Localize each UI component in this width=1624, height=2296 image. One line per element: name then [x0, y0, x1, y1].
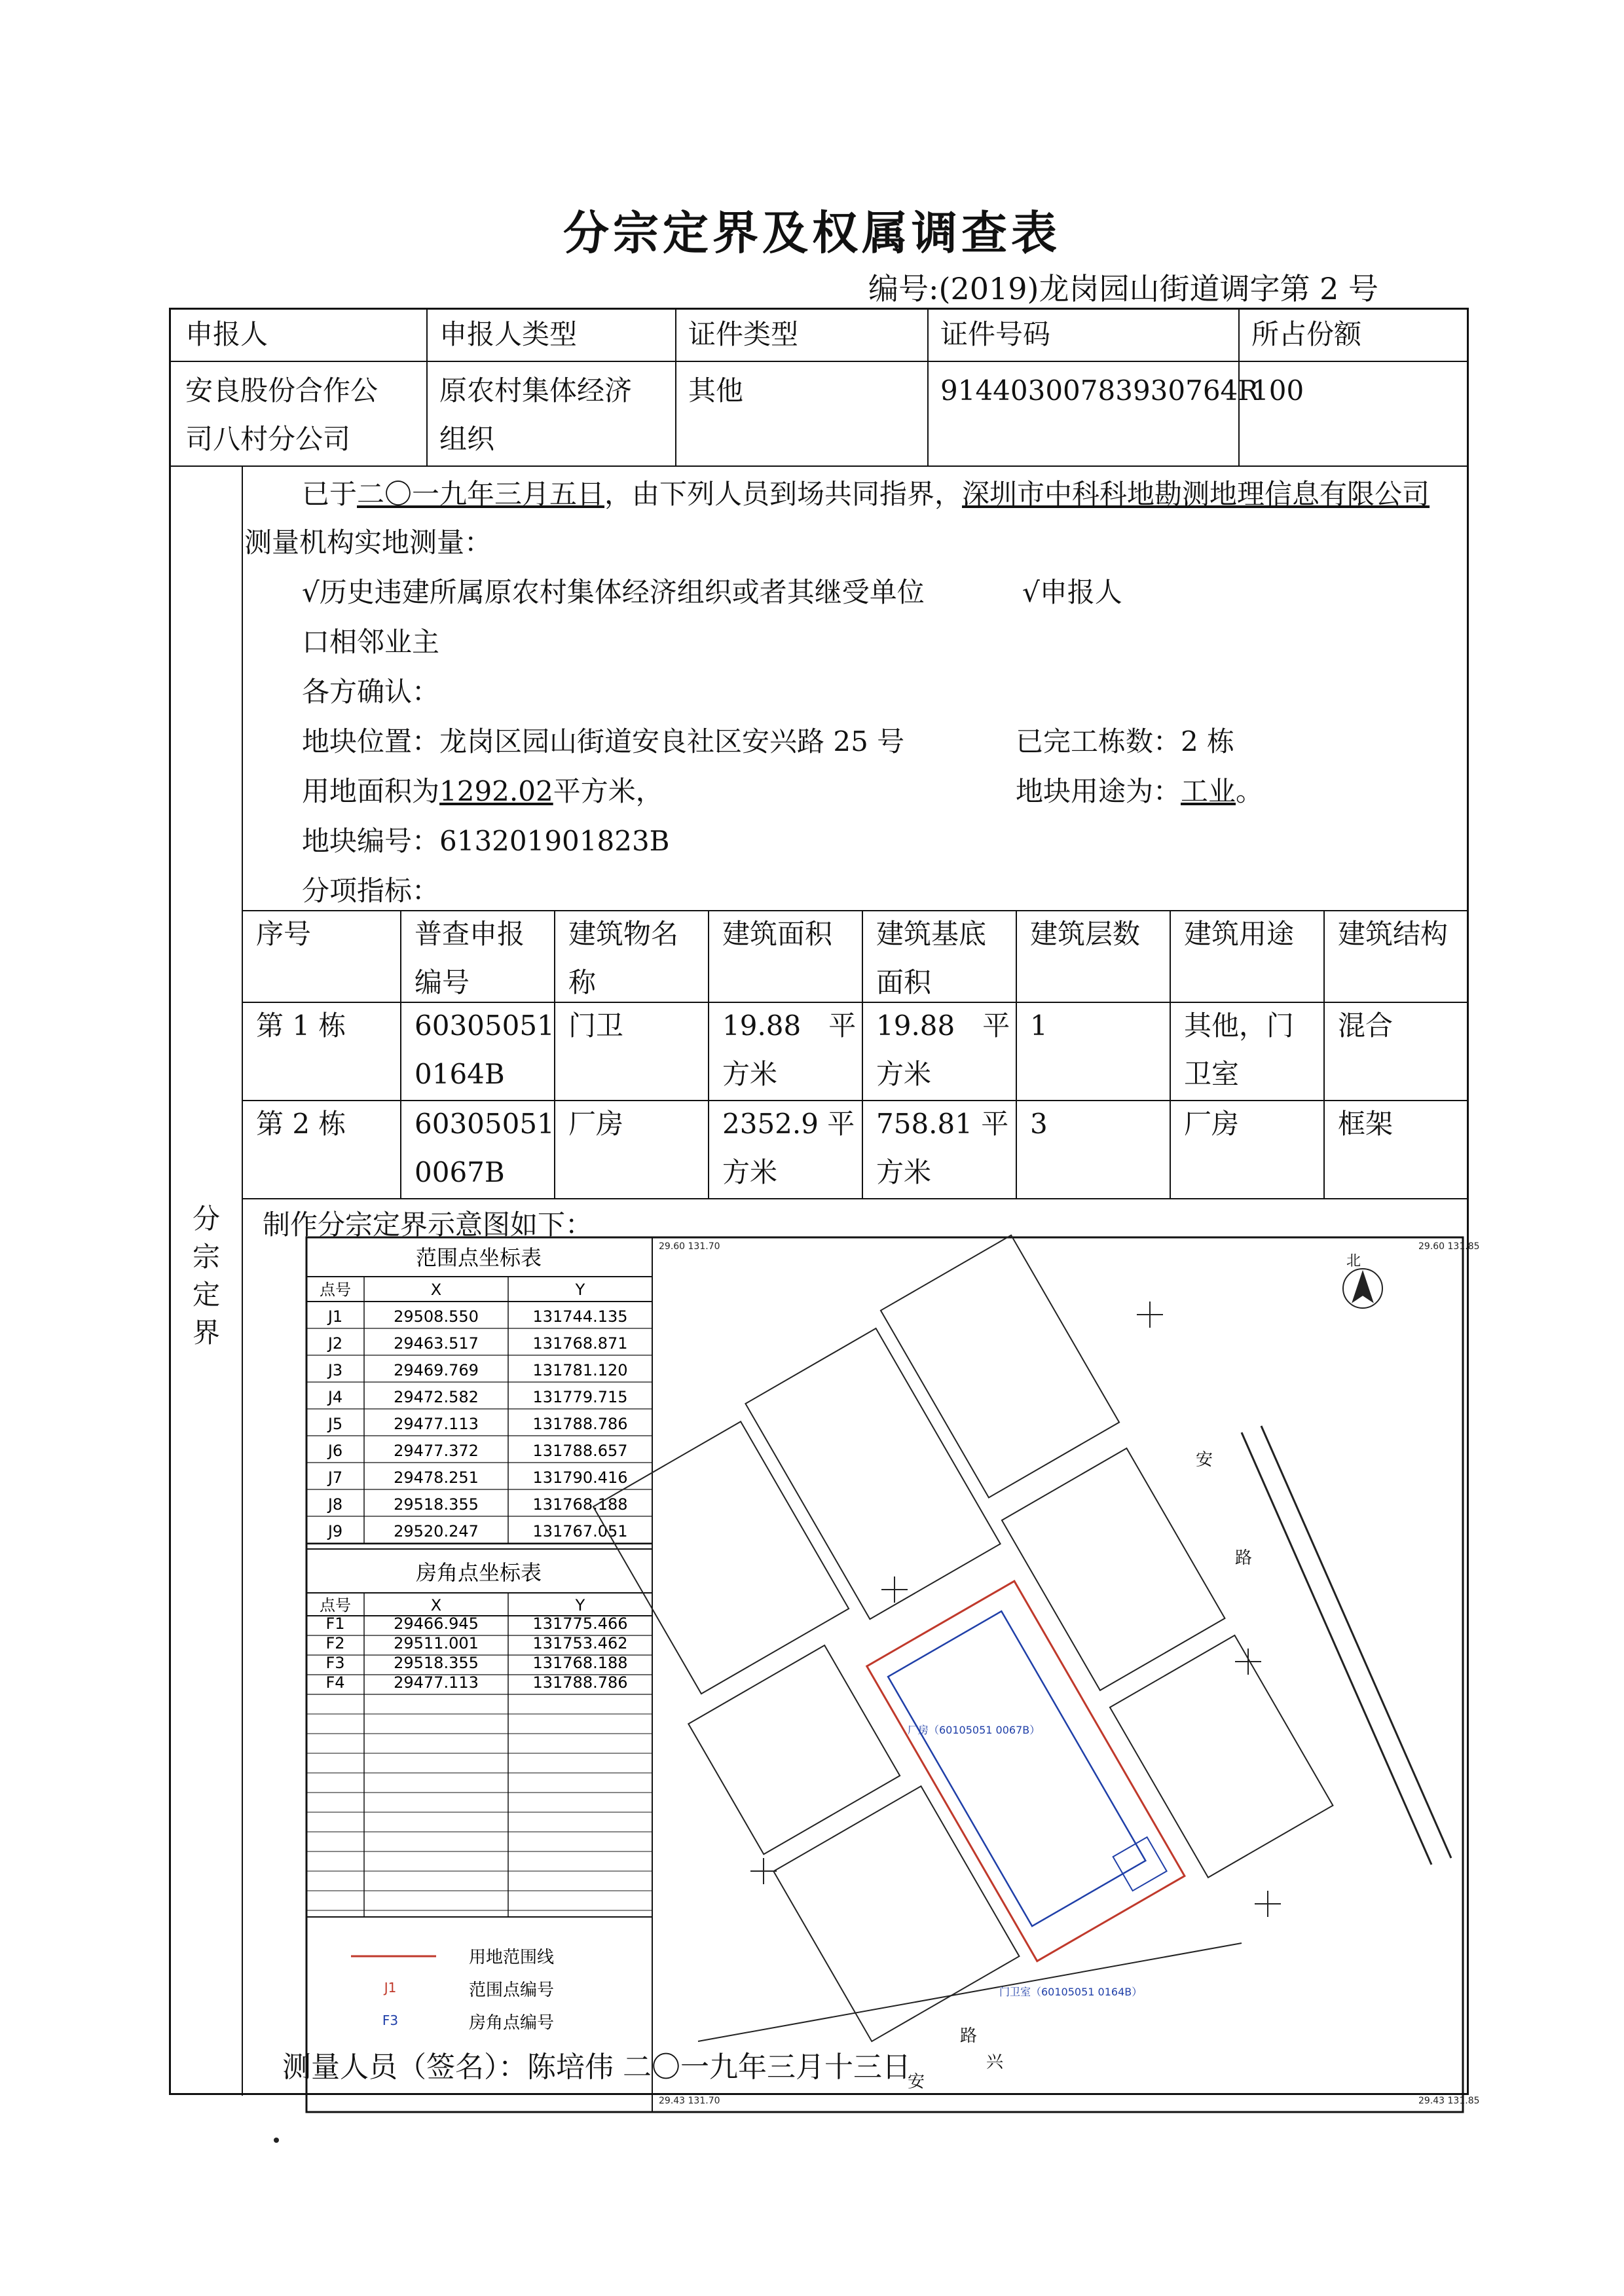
parcel-location: 地块位置：龙岗区园山街道安良社区安兴路 25 号: [302, 725, 905, 757]
range_table-row-7-col-0: J8: [327, 1495, 343, 1514]
bldg-header-col-1-line-0: 普查申报: [415, 918, 525, 950]
range_table-row-1-col-1: 29463.517: [394, 1334, 479, 1353]
corner_table-row-2-col-1: 29518.355: [394, 1654, 479, 1672]
north-label: 北: [1346, 1253, 1361, 1269]
legend-range-mark: J1: [384, 1980, 397, 1995]
checkbox-applicant: √申报人: [1022, 576, 1122, 608]
svg-text:29.60 131.70: 29.60 131.70: [659, 1241, 720, 1252]
svg-text:安: 安: [908, 2072, 925, 2092]
bldg-header-col-5-line-0: 建筑层数: [1030, 918, 1141, 950]
header-share: 所占份额: [1251, 318, 1362, 350]
range_table-row-6-col-2: 131790.416: [532, 1468, 628, 1487]
bldg-row-1-col-4-line-0: 19.88 平: [876, 1010, 1010, 1042]
legend-corner-mark: F3: [382, 2013, 399, 2028]
range_table-row-0-col-1: 29508.550: [394, 1307, 479, 1326]
bldg-row-1-col-0-line-0: 第 1 栋: [256, 1010, 346, 1042]
applicant-type-line2: 组织: [439, 423, 495, 455]
bldg-row-1-col-3-line-0: 19.88 平: [722, 1010, 857, 1042]
bldg-header-col-6-line-0: 建筑用途: [1184, 918, 1295, 950]
range_table-row-8-col-1: 29520.247: [394, 1522, 479, 1540]
corner-coordinate-table: [306, 1549, 652, 1917]
confirm-label: 各方确认：: [302, 676, 440, 708]
bldg-row-2-col-0-line-0: 第 2 栋: [256, 1108, 346, 1140]
bldg-header-col-0-line-0: 序号: [256, 918, 312, 950]
bldg-row-1-col-2-line-0: 门卫: [568, 1010, 624, 1042]
side-label: 分 宗 定 界: [192, 1203, 220, 1349]
svg-text:29.60 131.85: 29.60 131.85: [1418, 1241, 1480, 1252]
legend-boundary-label: 用地范围线: [469, 1948, 555, 1967]
paragraph-1: 已于二〇一九年三月五日，由下列人员到场共同指界，深圳市中科科地勘测地理信息有限公司: [302, 478, 1430, 510]
corner_table-row-3-col-1: 29477.113: [394, 1673, 479, 1692]
bldg-row-2-col-7-line-0: 框架: [1338, 1108, 1393, 1140]
bldg-row-2-col-2-line-0: 厂房: [568, 1108, 624, 1140]
range_table-row-4-col-0: J5: [327, 1415, 343, 1433]
sub-indicators-label: 分项指标：: [302, 875, 440, 907]
bldg-row-2-col-1-line-1: 0067B: [415, 1156, 505, 1188]
bldg-row-2-col-6-line-0: 厂房: [1184, 1108, 1240, 1140]
range-table-title: 范围点坐标表: [415, 1245, 542, 1270]
svg-text:29.43 131.70: 29.43 131.70: [659, 2096, 720, 2106]
applicant-name-line1: 安良股份合作公: [185, 374, 378, 407]
header-applicant: 申报人: [185, 318, 268, 350]
range_table-row-8-col-2: 131767.051: [532, 1522, 628, 1540]
range_table-row-1-col-2: 131768.871: [532, 1334, 628, 1353]
range_table-row-1-col-0: J2: [327, 1334, 343, 1353]
bldg-header-col-1-line-1: 编号: [415, 966, 470, 998]
svg-text:点号: 点号: [320, 1281, 351, 1299]
bldg-row-2-col-4-line-1: 方米: [876, 1156, 932, 1188]
svg-text:路: 路: [960, 2026, 978, 2046]
parcel-number: 地块编号：613201901823B: [302, 825, 670, 857]
site-sketch: [305, 1236, 1480, 2113]
bldg-row-1-col-1-line-0: 60305051: [415, 1010, 555, 1042]
range-coordinate-table: [306, 1245, 652, 1544]
applicant-id-no: 91440300783930764R: [940, 374, 1259, 407]
surveyor-signature-line: 测量人员（签名）：陈培伟 二〇一九年三月十三日: [282, 2050, 911, 2084]
corner-table-title: 房角点坐标表: [415, 1560, 542, 1585]
range_table-row-3-col-0: J4: [327, 1388, 343, 1406]
corner_table-row-1-col-2: 131753.462: [532, 1634, 628, 1652]
range_table-row-7-col-2: 131768.188: [532, 1495, 628, 1514]
map-area: [557, 1235, 1479, 2106]
legend-corner-label: 房角点编号: [469, 2013, 555, 2033]
applicant-name-line2: 司八村分公司: [185, 423, 351, 455]
bldg-header-col-4-line-1: 面积: [876, 966, 932, 998]
document-number: 编号:(2019)龙岗园山街道调字第 2 号: [868, 271, 1378, 306]
header-applicant-type: 申报人类型: [439, 318, 578, 350]
bldg-row-1-col-1-line-1: 0164B: [415, 1058, 505, 1090]
bldg-row-1-col-7-line-0: 混合: [1338, 1010, 1393, 1042]
corner_table-row-0-col-1: 29466.945: [394, 1614, 479, 1633]
land-area: 用地面积为1292.02平方米，: [302, 775, 663, 807]
bldg-header-col-7-line-0: 建筑结构: [1338, 918, 1449, 950]
range_table-row-2-col-2: 131781.120: [532, 1361, 628, 1379]
range_table-row-2-col-1: 29469.769: [394, 1361, 479, 1379]
corner_table-row-3-col-2: 131788.786: [532, 1673, 628, 1692]
svg-text:29.43 131.85: 29.43 131.85: [1418, 2096, 1480, 2106]
checkbox-neighbor: 口相邻业主: [302, 626, 440, 658]
bldg-row-2-col-5-line-0: 3: [1030, 1108, 1048, 1140]
range_table-row-3-col-2: 131779.715: [532, 1388, 628, 1406]
bldg-header-col-3-line-0: 建筑面积: [722, 918, 833, 950]
range_table-row-2-col-0: J3: [327, 1361, 343, 1379]
land-use: 地块用途为：工业。: [1016, 775, 1264, 807]
range_table-row-7-col-1: 29518.355: [394, 1495, 479, 1514]
corner_table-row-0-col-2: 131775.466: [532, 1614, 628, 1633]
bldg-row-1-col-6-line-1: 卫室: [1184, 1058, 1240, 1090]
range_table-row-0-col-2: 131744.135: [532, 1307, 628, 1326]
bldg-row-1-col-4-line-1: 方米: [876, 1058, 932, 1090]
paragraph-2: 测量机构实地测量：: [244, 526, 492, 558]
corner_table-row-2-col-2: 131768.188: [532, 1654, 628, 1672]
bldg-row-1-col-6-line-0: 其他，门: [1184, 1010, 1295, 1042]
corner_table-row-1-col-1: 29511.001: [394, 1634, 479, 1652]
svg-text:路: 路: [1235, 1548, 1253, 1568]
building-2-label: 厂房（60105051 0067B）: [908, 1724, 1041, 1736]
range_table-row-5-col-2: 131788.657: [532, 1442, 628, 1460]
svg-text:Y: Y: [575, 1281, 585, 1299]
applicant-id-type: 其他: [688, 374, 744, 407]
checkbox-village-org: √历史违建所属原农村集体经济组织或者其继受单位: [302, 576, 925, 608]
svg-text:Y: Y: [575, 1596, 585, 1614]
bldg-row-2-col-3-line-1: 方米: [722, 1156, 778, 1188]
header-id-no: 证件号码: [940, 318, 1051, 350]
corner_table-row-0-col-0: F1: [325, 1614, 345, 1633]
applicant-type-line1: 原农村集体经济: [439, 374, 633, 407]
bldg-header-col-4-line-0: 建筑基底: [876, 918, 987, 950]
svg-text:安: 安: [1196, 1450, 1213, 1470]
range_table-row-8-col-0: J9: [327, 1522, 343, 1540]
svg-text:X: X: [430, 1596, 442, 1614]
bldg-row-1-col-5-line-0: 1: [1030, 1010, 1048, 1042]
range_table-row-0-col-0: J1: [327, 1307, 343, 1326]
bldg-row-2-col-4-line-0: 758.81 平: [876, 1108, 1009, 1140]
corner_table-row-3-col-0: F4: [325, 1673, 345, 1692]
bldg-row-1-col-3-line-1: 方米: [722, 1058, 778, 1090]
page-title: 分宗定界及权属调查表: [563, 206, 1061, 260]
bldg-row-2-col-3-line-0: 2352.9 平: [722, 1108, 855, 1140]
bldg-row-2-col-1-line-0: 60305051: [415, 1108, 555, 1140]
built-count: 已完工栋数：2 栋: [1016, 725, 1235, 757]
range_table-row-4-col-1: 29477.113: [394, 1415, 479, 1433]
legend-range-label: 范围点编号: [469, 1980, 555, 2000]
survey-form: [169, 308, 1480, 2106]
sketch-caption: 制作分宗定界示意图如下：: [263, 1209, 593, 1241]
svg-text:兴: 兴: [986, 2052, 1004, 2072]
range_table-row-4-col-2: 131788.786: [532, 1415, 628, 1433]
page-dot: [274, 2138, 279, 2143]
range_table-row-6-col-1: 29478.251: [394, 1468, 479, 1487]
building-1-label: 门卫室（60105051 0164B）: [999, 1986, 1143, 1998]
corner_table-row-2-col-0: F3: [325, 1654, 345, 1672]
corner_table-row-1-col-0: F2: [325, 1634, 345, 1652]
range_table-row-6-col-0: J7: [327, 1468, 343, 1487]
range_table-row-5-col-0: J6: [327, 1442, 343, 1460]
applicant-share: 100: [1251, 374, 1304, 407]
bldg-header-col-2-line-0: 建筑物名: [568, 918, 679, 950]
svg-text:点号: 点号: [320, 1596, 351, 1614]
legend: [351, 1948, 554, 2033]
bldg-header-col-2-line-1: 称: [568, 966, 597, 998]
header-id-type: 证件类型: [688, 318, 799, 350]
range_table-row-3-col-1: 29472.582: [394, 1388, 479, 1406]
range_table-row-5-col-1: 29477.372: [394, 1442, 479, 1460]
svg-text:X: X: [430, 1281, 442, 1299]
